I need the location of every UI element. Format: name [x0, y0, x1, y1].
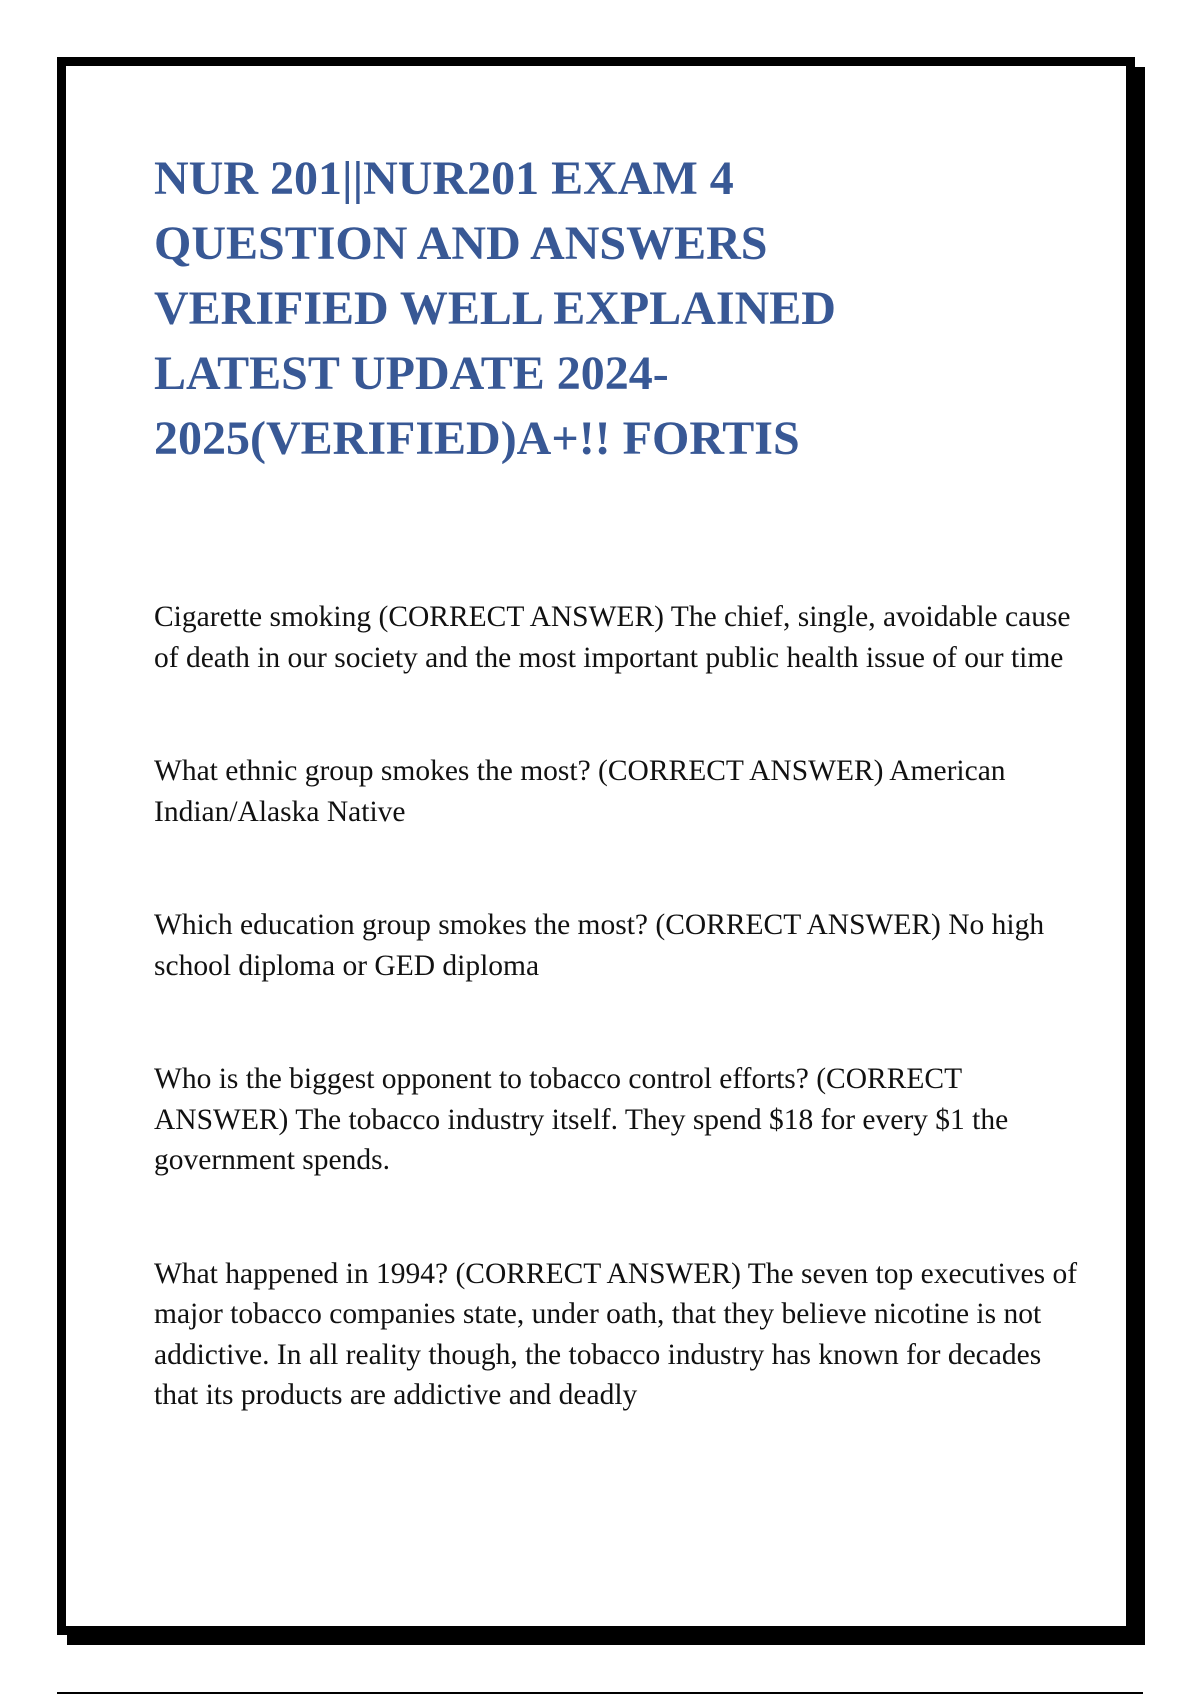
qa-item-ethnic-group: What ethnic group smokes the most? (CORRECT ANSWER) American Indian/Alaska Native [154, 755, 1006, 828]
document-title: NUR 201||NUR201 EXAM 4 QUESTION AND ANSWERS VERIFIED WELL EXPLAINED LATEST UPDATE 2024-2025(VERIFIED)A+!! FORTIS [154, 152, 836, 465]
qa-item-education-group: Which education group smokes the most? (CORRECT ANSWER) No high school diploma or GED diploma [154, 909, 1045, 982]
question-answer-list [154, 597, 1084, 1416]
qa-item-1994-event: What happened in 1994? (CORRECT ANSWER) The seven top executives of major tobacco companies state, under oath, that they believe nicotine is not addictive. In all reality though, the tobacco industry has known for decades that its products are addictive and deadly [154, 1257, 1078, 1411]
qa-item-biggest-opponent: Who is the biggest opponent to tobacco control efforts? (CORRECT ANSWER) The tobacco industry itself. They spend $18 for every $1 the government spends. [154, 1063, 1009, 1176]
qa-item-cigarette-smoking: Cigarette smoking (CORRECT ANSWER) The chief, single, avoidable cause of death in our society and the most important public health issue of our time [154, 601, 1071, 674]
page-divider [57, 1692, 1143, 1694]
document-page [57, 57, 1135, 1635]
